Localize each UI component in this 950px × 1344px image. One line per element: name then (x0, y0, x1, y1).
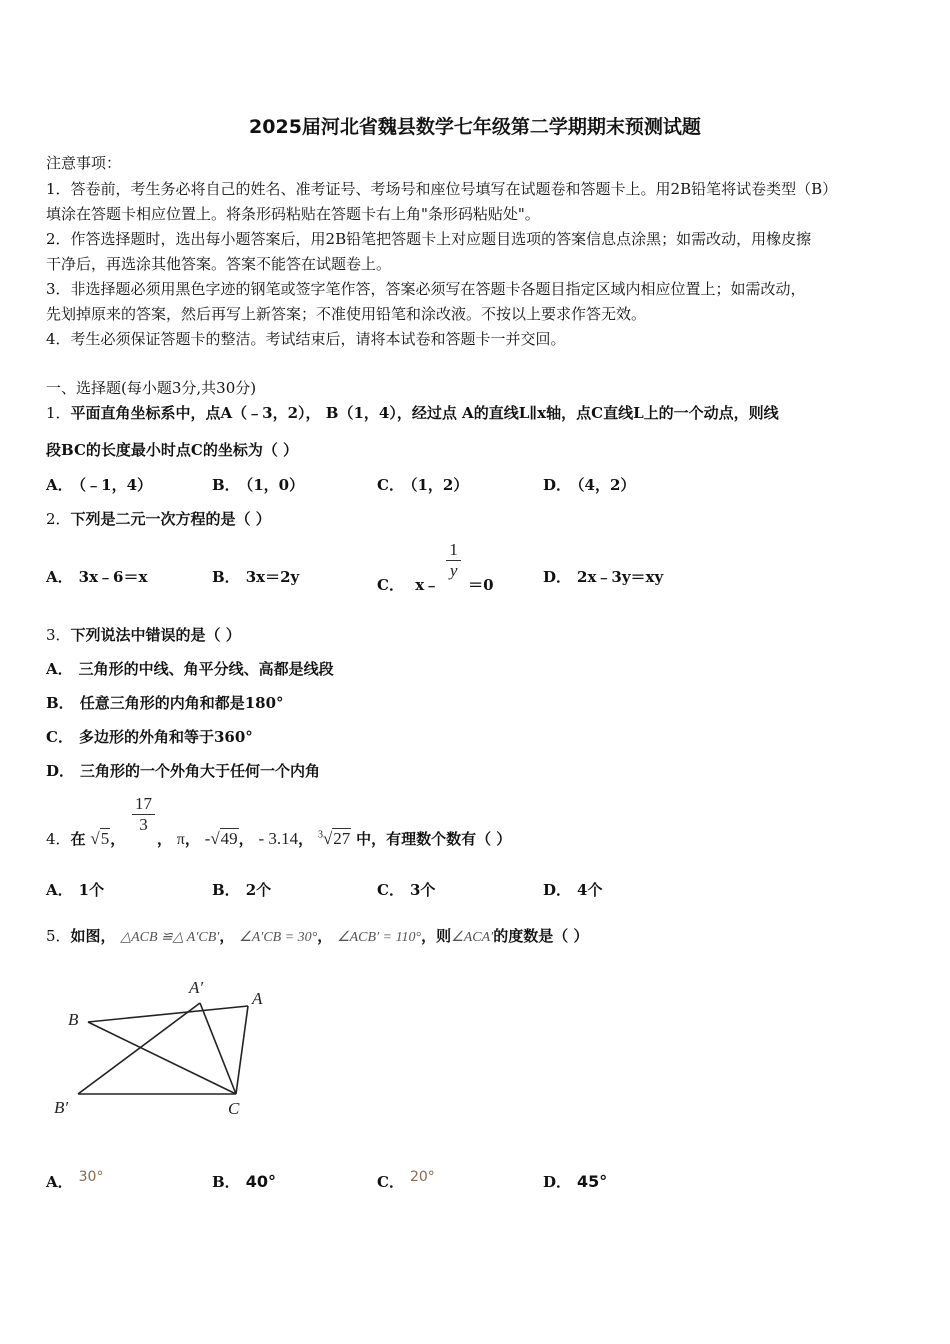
option-text: 多边形的外角和等于360° (78, 728, 253, 746)
q4-pre: 在 (70, 830, 86, 849)
notice-line-5: 3．非选择题必须用黑色字迹的钢笔或签字笔作答，答案必须写在答题卡各题目指定区域内相应位置上；如需改动， (46, 280, 806, 298)
segment-a-c (236, 1006, 248, 1094)
option-label: B． (212, 568, 240, 586)
q3-stem (46, 624, 241, 645)
option-label: B． (212, 476, 240, 494)
q1-stem-line-2: 段BC的长度最小时点C的坐标为（ ） (46, 441, 299, 459)
q3-option-c[interactable] (46, 726, 253, 747)
q2-stem-text: 下列是二元一次方程的是（ ） (70, 510, 271, 528)
notice-line-6: 先划掉原来的答案，然后再写上新答案；不准使用铅笔和涂改液。不按以上要求作答无效。 (46, 305, 647, 323)
q2-stem (46, 508, 271, 529)
q4-stem (46, 794, 512, 849)
neg-sign: - (204, 829, 211, 849)
option-label: B． (212, 1173, 240, 1191)
fraction-numerator: 1 (449, 540, 458, 559)
q5-target-angle: ∠ACA′ (451, 930, 494, 945)
fraction-denominator: 3 (132, 814, 155, 835)
cbrt-27: $^3$√27 (317, 829, 351, 849)
q5-condition-2: ∠A′CB = 30° (239, 930, 318, 945)
q4-option-d[interactable] (543, 879, 602, 900)
option-text: 1个 (78, 881, 105, 899)
q2-option-b[interactable] (212, 566, 299, 587)
label-b: B (68, 1010, 79, 1029)
option-label: D． (543, 476, 572, 494)
option-text: 三角形的一个外角大于任何一个内角 (80, 762, 321, 780)
q1-option-a[interactable] (46, 474, 152, 495)
fraction-numerator: 17 (134, 794, 152, 813)
option-label: B． (212, 881, 240, 899)
q5-pre: 如图， (70, 927, 116, 945)
q5-option-a[interactable] (46, 1171, 103, 1192)
triangle-figure (46, 970, 286, 1120)
option-label: A． (46, 568, 73, 586)
option-label: D． (543, 1173, 572, 1191)
separator: ， (219, 927, 235, 945)
label-a: A (252, 989, 263, 1008)
q1-stem-text: 平面直角坐标系中，点A（﹣3，2）， B（1，4），经过点 A的直线L∥x轴，点C直线L上的一个动点，则线 (70, 404, 779, 422)
option-label: C． (377, 476, 404, 494)
radicand: 5 (100, 829, 110, 849)
q4-option-b[interactable] (212, 879, 271, 900)
option-text: 三角形的中线、角平分线、高都是线段 (78, 660, 334, 678)
sqrt-5: √5 (90, 829, 110, 849)
option-text-post: ＝0 (468, 576, 494, 595)
option-label: C． (377, 1173, 404, 1191)
option-text: （1，0） (245, 476, 305, 494)
q1-option-c[interactable] (377, 474, 468, 495)
option-text: 20° (409, 1169, 435, 1185)
q5-post: 的度数是（ ） (493, 927, 589, 945)
notice-line-2: 填涂在答题卡相应位置上。将条形码粘贴在答题卡右上角"条形码粘贴处"。 (46, 205, 540, 223)
separator: ， (156, 830, 172, 849)
separator: ， (110, 830, 126, 849)
q2-number: 2． (46, 510, 71, 528)
q4-post: 中，有理数个数有（ ） (356, 830, 512, 849)
neg-3-14: - 3.14 (258, 829, 299, 849)
q2-option-a[interactable] (46, 566, 147, 587)
label-b-prime: B′ (54, 1098, 69, 1117)
separator: ， (238, 830, 254, 849)
q4-number: 4． (46, 830, 71, 849)
q4-option-a[interactable] (46, 879, 104, 900)
notice-line-4: 干净后，再选涂其他答案。答案不能答在试题卷上。 (46, 255, 392, 273)
separator: ， (184, 830, 200, 849)
fraction-denominator: y (446, 560, 461, 581)
option-text: （﹣1，4） (78, 476, 153, 494)
q3-stem-text: 下列说法中错误的是（ ） (70, 626, 241, 644)
sqrt-49: √49 (210, 829, 238, 849)
label-c: C (228, 1099, 240, 1118)
q5-condition-1: △ACB ≌△ A′CB′ (120, 930, 220, 945)
option-text: 3x﹣6＝x (78, 568, 148, 586)
option-label: D． (543, 568, 572, 586)
q5-option-c[interactable] (377, 1171, 435, 1192)
option-label: B． (46, 694, 74, 712)
option-label: A． (46, 1173, 73, 1191)
page-title: 2025届河北省魏县数学七年级第二学期期末预测试题 (249, 116, 701, 138)
notice-line-1: 1．答卷前，考生务必将自己的姓名、准考证号、考场号和座位号填写在试题卷和答题卡上。用2B铅笔将试卷类型（B） (46, 180, 838, 198)
option-text: （4，2） (577, 476, 636, 494)
q1-option-d[interactable] (543, 474, 635, 495)
q5-option-b[interactable] (212, 1171, 276, 1192)
q3-option-d[interactable] (46, 760, 320, 781)
option-text: 45° (577, 1172, 608, 1191)
q3-option-b[interactable] (46, 692, 284, 713)
fraction (446, 540, 461, 580)
segment-b-c (88, 1022, 236, 1094)
root-index: 3 (317, 829, 323, 841)
notice-line-7: 4．考生必须保证答题卡的整洁。考试结束后，请将本试卷和答题卡一并交回。 (46, 330, 566, 348)
option-label: C． (46, 728, 73, 746)
option-label: D． (46, 762, 75, 780)
option-text: 2x﹣3y＝xy (577, 568, 664, 586)
q5-condition-3: ∠ACB′ = 110° (337, 930, 422, 945)
fraction-17-3 (132, 794, 155, 834)
q1-stem-line-1 (46, 402, 779, 423)
q3-option-a[interactable] (46, 658, 334, 679)
option-label: A． (46, 881, 73, 899)
option-label: C． (377, 881, 404, 899)
label-a-prime: A′ (189, 978, 204, 997)
option-label: C． (377, 576, 404, 595)
q1-number: 1． (46, 404, 71, 422)
pi-symbol: π (176, 831, 185, 849)
separator: ， (317, 927, 333, 945)
option-label: A． (46, 660, 73, 678)
separator: ， (298, 830, 314, 849)
segment-ap-c (200, 1003, 236, 1094)
q1-option-b[interactable] (212, 474, 304, 495)
q5-stem (46, 925, 588, 946)
q5-option-d[interactable] (543, 1171, 607, 1192)
radicand: 49 (220, 829, 238, 849)
notice-heading: 注意事项： (46, 154, 122, 172)
option-text: 3个 (409, 881, 436, 899)
option-text: 30° (78, 1169, 104, 1185)
q5-number: 5． (46, 927, 71, 945)
option-text-pre: x﹣ (415, 576, 440, 595)
option-label: D． (543, 881, 572, 899)
q2-option-c[interactable] (377, 540, 494, 595)
option-text: 任意三角形的内角和都是180° (79, 694, 284, 712)
option-text: 4个 (577, 881, 603, 899)
option-label: A． (46, 476, 73, 494)
radicand: 27 (333, 829, 351, 849)
option-text: 2个 (245, 881, 272, 899)
option-text: （1，2） (409, 476, 469, 494)
q3-number: 3． (46, 626, 71, 644)
option-text: 3x＝2y (245, 568, 300, 586)
notice-line-3: 2．作答选择题时，选出每小题答案后，用2B铅笔把答题卡上对应题目选项的答案信息点涂黑；如需改动，用橡皮擦 (46, 230, 812, 248)
q2-option-d[interactable] (543, 566, 663, 587)
option-text: 40° (245, 1172, 276, 1191)
segment-b-a (88, 1006, 248, 1022)
section-heading: 一、选择题(每小题3分,共30分) (46, 379, 257, 397)
q5-mid: ，则 (421, 927, 452, 945)
q4-option-c[interactable] (377, 879, 435, 900)
